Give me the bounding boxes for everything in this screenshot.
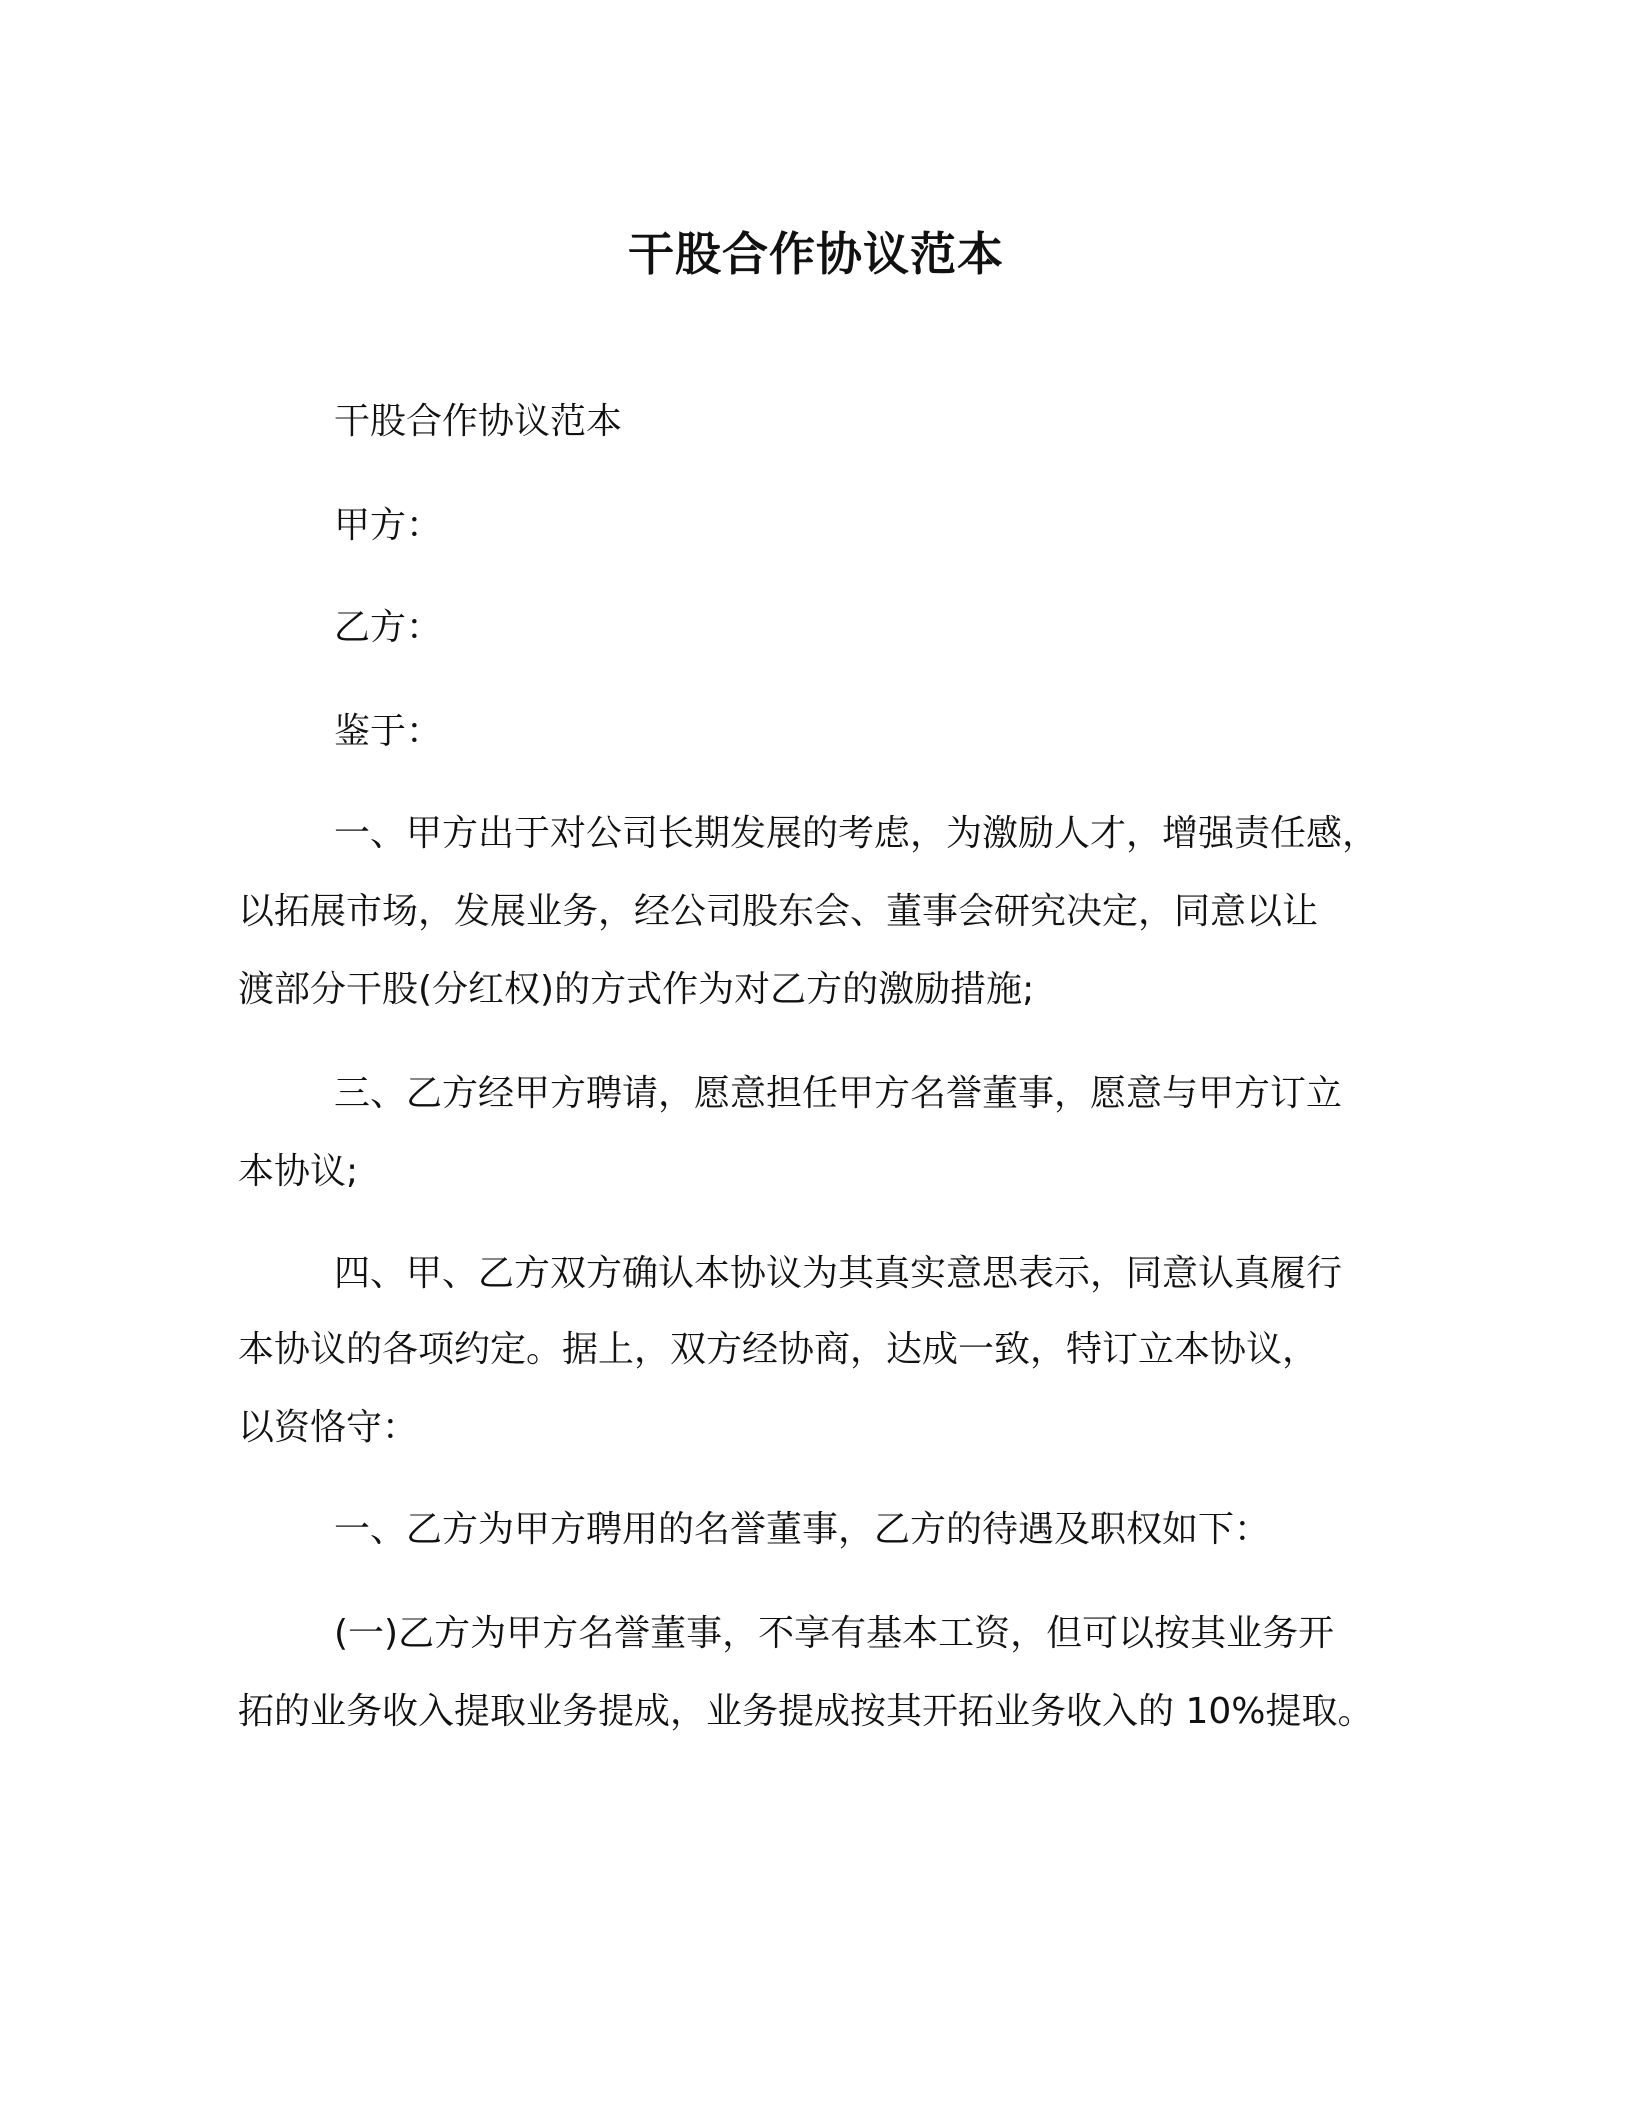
party-b-line: 乙方： xyxy=(334,607,443,648)
clause-1-line-2: 以拓展市场，发展业务，经公司股东会、董事会研究决定，同意以让 xyxy=(238,891,1319,932)
article-1-heading: 一、乙方为甲方聘用的名誉董事，乙方的待遇及职权如下： xyxy=(334,1509,1271,1550)
whereas-line: 鉴于： xyxy=(334,711,443,752)
clause-4-line-1: 四、甲、乙方双方确认本协议为其真实意思表示，同意认真履行 xyxy=(334,1253,1343,1294)
clause-3-line-1: 三、乙方经甲方聘请，愿意担任甲方名誉董事，愿意与甲方订立 xyxy=(334,1073,1343,1114)
article-1-item-1-line-2: 拓的业务收入提取业务提成，业务提成按其开拓业务收入的 10%提取。 xyxy=(238,1691,1374,1732)
clause-4-line-2: 本协议的各项约定。据上，双方经协商，达成一致，特订立本协议， xyxy=(238,1329,1319,1370)
clause-1-line-1: 一、甲方出于对公司长期发展的考虑，为激励人才，增强责任感， xyxy=(334,813,1379,854)
document-title: 干股合作协议范本 xyxy=(628,227,1004,281)
clause-3-line-2: 本协议; xyxy=(238,1151,359,1192)
clause-1-line-3: 渡部分干股(分红权)的方式作为对乙方的激励措施; xyxy=(238,969,1035,1010)
article-1-item-1-line-1: (一)乙方为甲方名誉董事，不享有基本工资，但可以按其业务开 xyxy=(334,1613,1335,1654)
subtitle-line: 干股合作协议范本 xyxy=(334,401,623,442)
clause-4-line-3: 以资恪守： xyxy=(238,1407,419,1448)
party-a-line: 甲方： xyxy=(334,505,443,546)
